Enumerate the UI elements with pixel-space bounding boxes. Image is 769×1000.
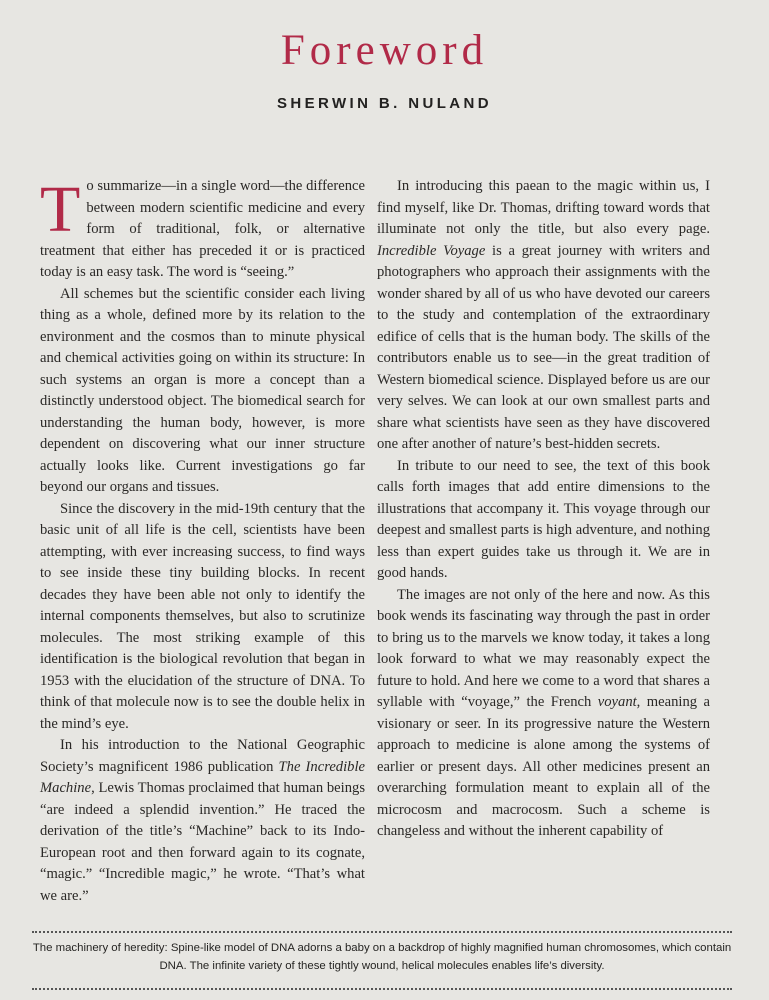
paragraph-5 bbox=[377, 176, 710, 456]
paragraph-4-text-a: In his introduction to the National Geographic Society’s magnificent 1986 publication bbox=[40, 737, 365, 775]
drop-cap: T bbox=[40, 173, 81, 246]
book-title-incredible-machine: The Incredible Machine bbox=[40, 758, 365, 796]
paragraph-6: In tribute to our need to see, the text of this book calls forth images that add entire dimensions to the illustrations that accompany it. This voyage through our deepest and smallest parts is high adventure, and nothing less than expert guides take us through it. We are in good hands. bbox=[377, 457, 710, 581]
author-name: SHERWIN B. NULAND bbox=[276, 95, 493, 112]
photo-caption: The machinery of heredity: Spine-like model of DNA adorns a baby on a backdrop of highly magnified human chromosomes, which contain DNA. The infinite variety of these tightly wound, helical molecules enables life’s diversity. bbox=[32, 942, 732, 972]
paragraph-3: Since the discovery in the mid-19th century that the basic unit of all life is the cell, scientists have been attempting, with ever increasing success, to find ways to see inside these tiny building blocks. In recent decades they have been able not only to identify the internal components themselves, but also to scrutinize molecules. The most striking example of this identification is the biological revolution that began in 1953 with the elucidation of the structure of DNA. To think of that molecule now is to see the double helix in the mind’s eye. bbox=[40, 500, 365, 732]
caption-divider-top bbox=[32, 931, 732, 933]
caption-divider-bottom bbox=[32, 988, 732, 990]
paragraph-4-text-b: , Lewis Thomas proclaimed that human beings “are indeed a splendid invention.” He traced the derivation of the title’s “Machine” back to its Indo-European root and then forward again to its cognate, “magic.” “Incredible magic,” he wrote. “That’s what we are.” bbox=[40, 780, 365, 904]
word-voyant: voyant bbox=[597, 694, 637, 710]
page-title: Foreword bbox=[280, 27, 489, 74]
paragraph-5-text-b: is a great journey with writers and photographers who approach their assignments with the wonder shared by all of us who have devoted our careers to the study and contemplation of the extraordinary edifice of cells that is the human body. The skills of the contributors enable us to see—in the great tradition of Western biomedical science. Displayed before us are our very selves. We can look at our own smallest parts and share what scientists have seen as they have discovered one after another of nature’s best-hidden secrets. bbox=[377, 242, 710, 452]
paragraph-7 bbox=[377, 585, 710, 843]
paragraph-2: All schemes but the scientific consider each living thing as a whole, defined more by its relation to the environment and the cosmos than to minute physical and chemical activities going on within its structure: In such systems an organ is more a concept than a distinctly understood object. The biomedical search for understanding the human body, however, is more dependent on discovering what our inner structure actually looks like. Current investigations go far beyond our organs and tissues. bbox=[40, 285, 365, 495]
book-title-incredible-voyage: Incredible Voyage bbox=[377, 242, 486, 259]
paragraph-7-text-b: , meaning a visionary or seer. In its progressive nature the Western approach to medicine is alone among the systems of earlier or present days. All other medicines present an overarching formulation meant to explain all of the microcosm and macrocosm. Such a scheme is changeless and without the inherent capability of bbox=[377, 694, 710, 839]
right-column bbox=[377, 176, 710, 843]
paragraph-1 bbox=[40, 173, 365, 284]
paragraph-1-text: o summarize—in a single word—the difference between modern scientific medicine and every form of traditional, folk, or alternative treatment that either has preceded it or is practiced today is an easy task. The word is “seeing.” bbox=[40, 178, 365, 280]
paragraph-7-text-a: The images are not only of the here and now. As this book wends its fascinating way through the past in order to bring us to the marvels we know today, it takes a long look forward to what we may reasonably expect the future to hold. And here we come to a word that shares a syllable with “voyage,” the French bbox=[377, 586, 710, 710]
left-column bbox=[40, 173, 365, 907]
paragraph-5-text-a: In introducing this paean to the magic within us, I find myself, like Dr. Thomas, drifting toward words that illuminate not only the title, but also every page. bbox=[377, 178, 710, 237]
paragraph-4 bbox=[40, 735, 365, 907]
